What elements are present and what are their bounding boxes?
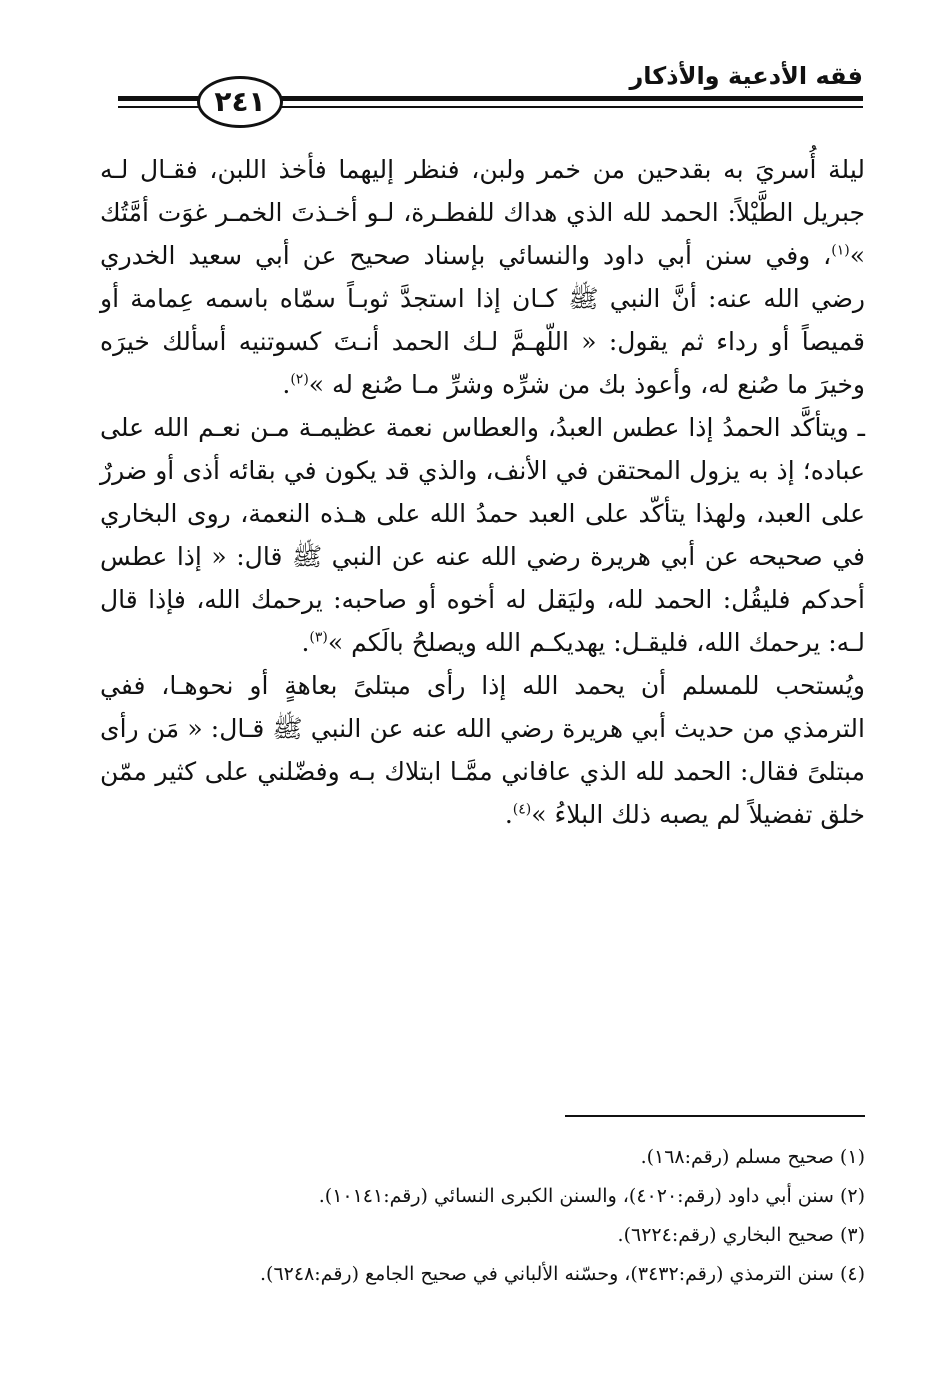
paragraph-3 bbox=[100, 664, 865, 836]
paragraph-3-end: . bbox=[504, 800, 513, 829]
paragraph-1 bbox=[100, 148, 865, 406]
page-number: ٢٤١ bbox=[214, 85, 266, 118]
footnote-4: (٤) سنن الترمذي (رقم:٣٤٣٢)، وحسّنه الألباني في صحيح الجامع (رقم:٦٢٤٨). bbox=[260, 1263, 865, 1285]
paragraph-3-text: ويُستحب للمسلم أن يحمد الله إذا رأى مبتلىً بعاهةٍ أو نحوهـا، ففي الترمذي من حديث أبي هريرة رضي الله عنه عن النبي ﷺ قـال: « مَن رأى مبتلىً فقال: الحمد لله الذي عافاني ممَّـا ابتلاك بـه وفضّلني على كثير ممّن خلق تفضيلاً لم يصبه ذلك البلاءُ » bbox=[100, 671, 865, 829]
paragraph-2-text: ـ ويتأكَّد الحمدُ إذا عطس العبدُ، والعطاس نعمة عظيمـة مـن نعـم الله على عباده؛ إذ به يزول المحتقن في الأنف، والذي قد يكون في بقائه أذى أو ضررٌ على العبد، ولهذا يتأكّد على العبد حمدُ الله على هـذه النعمة، روى البخاري في صحيحه عن أبي هريرة رضي الله عنه عن النبي ﷺ قال: « إذا عطس أحدكم فليقُل: الحمد لله، وليَقل له أخوه أو صاحبه: يرحمك الله، فإذا قال لـه: يرحمك الله، فليقـل: يهديكـم الله ويصلحُ بالَكم » bbox=[100, 413, 865, 657]
paragraph-1-tail: ، وفي سنن أبي داود والنسائي بإسناد صحيح عن أبي سعيد الخدري رضي الله عنه: أنَّ النبي ﷺ كـان إذا استجدَّ ثوبـاً سمّاه باسمه عِمامة أو قميصاً أو رداء ثم يقول: « اللّهـمَّ لـك الحمد أنـتَ كسوتنيه أسألك خيرَه وخيرَ ما صُنع له، وأعوذ بك من شرِّه وشرِّ مـا صُنع له » bbox=[100, 241, 865, 399]
running-title: فقه الأدعية والأذكار bbox=[629, 62, 863, 90]
footnote-ref-3: (٣) bbox=[309, 629, 328, 646]
footnote-separator bbox=[565, 1115, 865, 1117]
paragraph-2 bbox=[100, 406, 865, 664]
footnote-ref-1: (١) bbox=[831, 242, 850, 259]
footnote-1: (١) صحيح مسلم (رقم:١٦٨). bbox=[640, 1146, 865, 1168]
footnote-3: (٣) صحيح البخاري (رقم:٦٢٢٤). bbox=[617, 1224, 865, 1246]
page-number-badge bbox=[197, 76, 283, 128]
footnotes bbox=[100, 1138, 865, 1294]
footnote-ref-4: (٤) bbox=[512, 801, 532, 818]
paragraph-1-end: . bbox=[282, 370, 291, 399]
main-text bbox=[100, 148, 865, 836]
footnote-ref-2: (٢) bbox=[290, 371, 309, 388]
footnote-2: (٢) سنن أبي داود (رقم:٤٠٢٠)، والسنن الكبرى النسائي (رقم:١٠١٤١). bbox=[318, 1185, 865, 1207]
paragraph-1-text: ليلة أُسريَ به بقدحين من خمر ولبن، فنظر إليهما فأخذ اللبن، فقـال لـه جبريل الطَّيْلاً: الحمد لله الذي هداك للفطـرة، لـو أخـذتَ الخمـر غوَت أمَّتُك » bbox=[100, 155, 865, 270]
paragraph-2-end: . bbox=[301, 628, 310, 657]
